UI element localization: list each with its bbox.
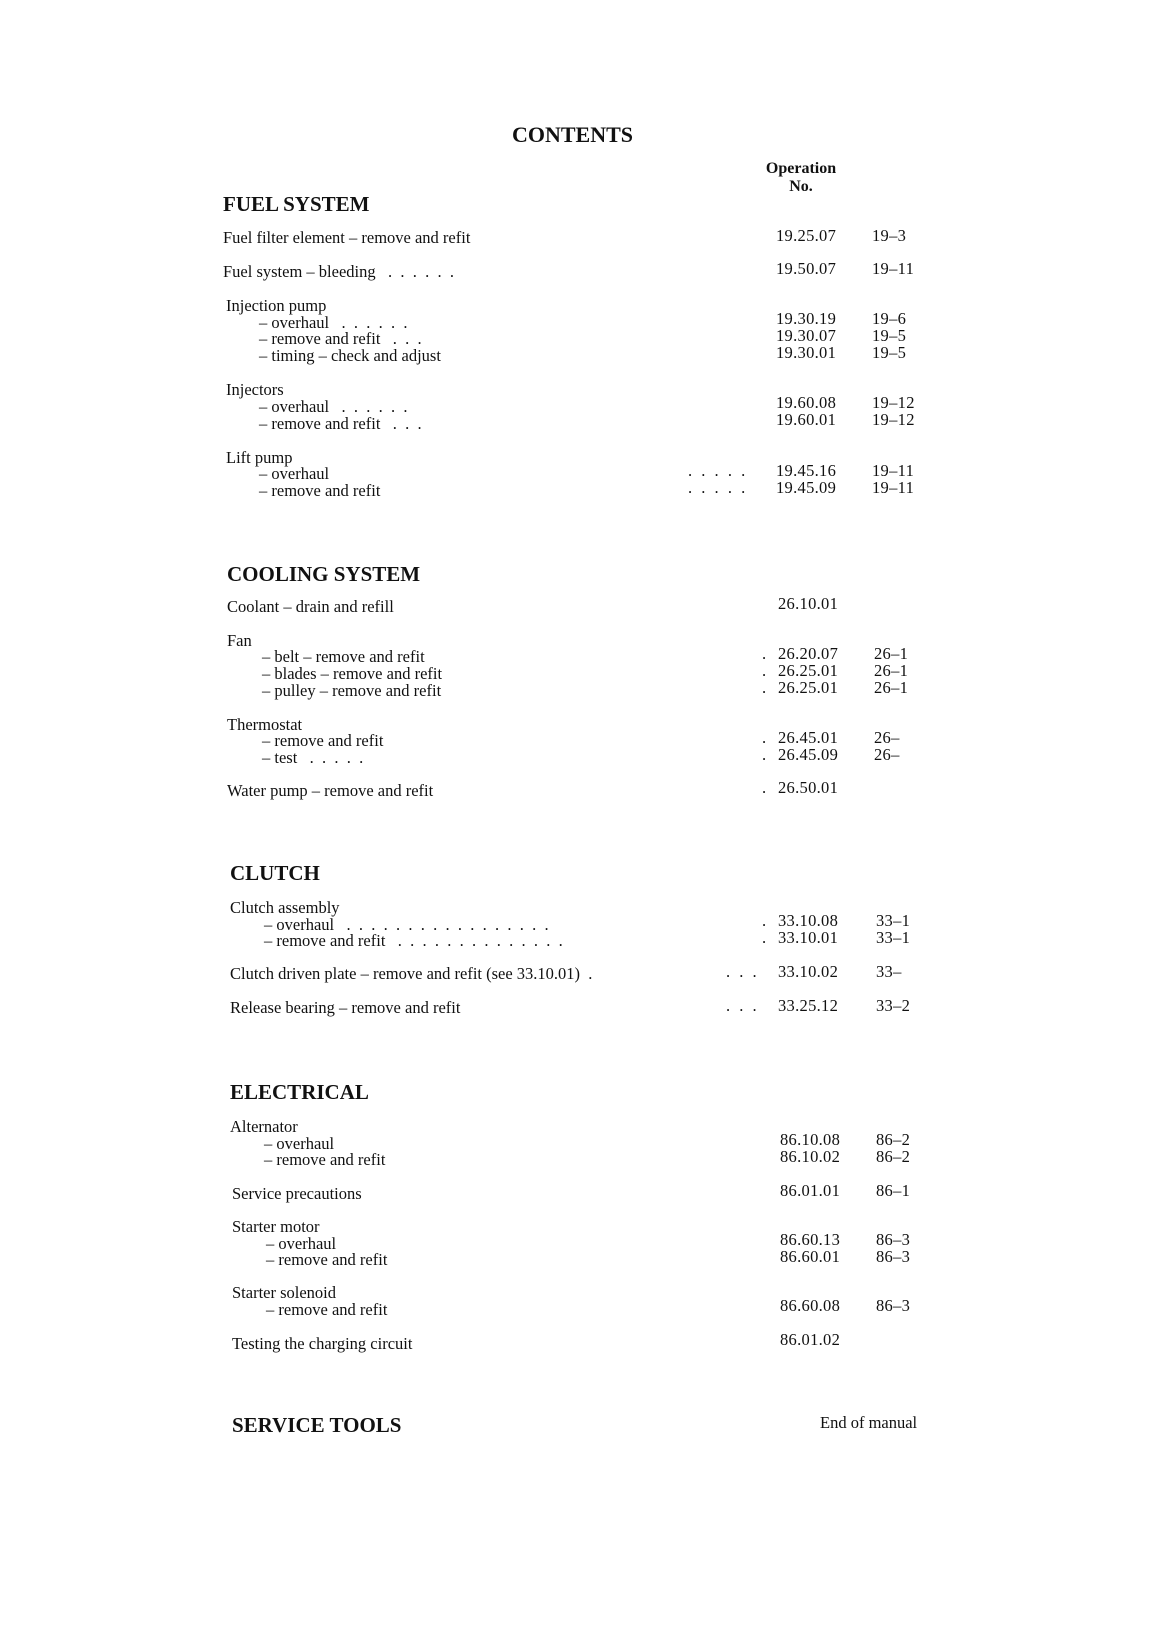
- entry-label: – timing – check and adjust: [259, 346, 441, 365]
- page-reference: 19–12: [872, 410, 915, 429]
- page-reference: 19–6: [872, 309, 907, 328]
- page-reference: 33–2: [876, 996, 911, 1015]
- entry-label: Fuel filter element – remove and refit: [223, 228, 471, 247]
- page-reference: 86–2: [876, 1130, 911, 1149]
- section-heading-electrical: ELECTRICAL: [230, 1080, 369, 1104]
- entry-label: Coolant – drain and refill: [227, 597, 394, 616]
- operation-number: 26.25.01: [778, 661, 839, 680]
- group-label: Thermostat: [227, 715, 303, 734]
- entry-label: – overhaul: [264, 1134, 335, 1153]
- operation-number: 19.25.07: [776, 226, 837, 245]
- page-reference: 86–3: [876, 1230, 911, 1249]
- operation-number: 19.60.08: [776, 393, 837, 412]
- operation-number: 33.25.12: [778, 996, 839, 1015]
- operation-number: 19.30.07: [776, 326, 837, 345]
- dot-leader: . . .: [726, 996, 757, 1015]
- dot-leader: . . . . .: [688, 461, 746, 480]
- operation-number: 26.25.01: [778, 678, 839, 697]
- section-heading-cooling-system: COOLING SYSTEM: [227, 562, 421, 586]
- entry-label: Testing the charging circuit: [232, 1334, 413, 1353]
- operation-number: 26.50.01: [778, 778, 839, 797]
- entry-label: – overhaul: [266, 1234, 337, 1253]
- group-label: Lift pump: [226, 448, 293, 467]
- page-reference: 33–: [876, 962, 902, 981]
- entry-label: – belt – remove and refit: [262, 647, 425, 666]
- dot-leader: .: [762, 778, 767, 797]
- page-reference: 19–5: [872, 343, 907, 362]
- entry-label: Fuel system – bleeding . . . . . .: [223, 262, 454, 281]
- entry-label: Water pump – remove and refit: [227, 781, 434, 800]
- section-heading-clutch: CLUTCH: [230, 861, 320, 885]
- page-reference: 19–12: [872, 393, 915, 412]
- dot-leader: .: [762, 678, 767, 697]
- page-reference: 26–1: [874, 661, 909, 680]
- dot-leader: . . . . .: [688, 478, 746, 497]
- entry-label: – remove and refit: [262, 731, 384, 750]
- page-title: CONTENTS: [512, 122, 634, 147]
- entry-label: – remove and refit: [266, 1300, 388, 1319]
- page-reference: 26–1: [874, 644, 909, 663]
- operation-number: 26.45.01: [778, 728, 839, 747]
- page-reference: 26–1: [874, 678, 909, 697]
- entry-label: – overhaul . . . . . .: [259, 397, 408, 416]
- page-reference: 19–11: [872, 478, 915, 497]
- section-heading-fuel-system: FUEL SYSTEM: [223, 192, 370, 216]
- entry-label: – blades – remove and refit: [262, 664, 443, 683]
- group-label: Starter solenoid: [232, 1283, 337, 1302]
- operation-number: 19.30.01: [776, 343, 837, 362]
- entry-label: – remove and refit: [266, 1250, 388, 1269]
- entry-label: – overhaul: [259, 464, 330, 483]
- operation-number: 86.60.01: [780, 1247, 841, 1266]
- section-heading-service-tools: SERVICE TOOLS: [232, 1413, 402, 1437]
- operation-number: 86.01.02: [780, 1330, 841, 1349]
- dot-leader: .: [762, 661, 767, 680]
- operation-number: 19.50.07: [776, 259, 837, 278]
- entry-label: – remove and refit: [259, 481, 381, 500]
- end-of-manual-note: End of manual: [820, 1413, 918, 1432]
- page-reference: 86–3: [876, 1296, 911, 1315]
- page-reference: 86–2: [876, 1147, 911, 1166]
- entry-label: Release bearing – remove and refit: [230, 998, 461, 1017]
- group-label: Injectors: [226, 380, 284, 399]
- entry-label: – overhaul . . . . . .: [259, 313, 408, 332]
- dot-leader: .: [762, 745, 767, 764]
- operation-number: 86.60.08: [780, 1296, 841, 1315]
- group-label: Clutch assembly: [230, 898, 340, 917]
- entry-label: Clutch driven plate – remove and refit (see 33.10.01) .: [230, 964, 593, 983]
- page-reference: 33–1: [876, 928, 911, 947]
- page-reference: 86–3: [876, 1247, 911, 1266]
- dot-leader: .: [762, 644, 767, 663]
- entry-label: – remove and refit: [264, 1150, 386, 1169]
- group-label: Starter motor: [232, 1217, 320, 1236]
- entry-label: – pulley – remove and refit: [262, 681, 442, 700]
- page-reference: 26–: [874, 728, 900, 747]
- operation-number: 19.45.16: [776, 461, 837, 480]
- operation-number: 86.10.02: [780, 1147, 841, 1166]
- page-reference: 19–11: [872, 259, 915, 278]
- operation-number: 26.10.01: [778, 594, 839, 613]
- page-reference: 19–3: [872, 226, 907, 245]
- entry-label: – remove and refit . . . . . . . . . . . . . .: [264, 931, 563, 950]
- operation-number: 19.30.19: [776, 309, 837, 328]
- operation-number: 33.10.02: [778, 962, 839, 981]
- dot-leader: .: [762, 928, 767, 947]
- group-label: Alternator: [230, 1117, 298, 1136]
- operation-number: 86.60.13: [780, 1230, 841, 1249]
- dot-leader: .: [762, 911, 767, 930]
- entry-label: – remove and refit . . .: [259, 414, 422, 433]
- group-label: Fan: [227, 631, 252, 650]
- operation-number: 19.45.09: [776, 478, 837, 497]
- page-reference: 19–11: [872, 461, 915, 480]
- operation-number: 33.10.01: [778, 928, 839, 947]
- operation-number: 26.45.09: [778, 745, 839, 764]
- operation-number-header: Operation No.: [765, 160, 837, 195]
- page-reference: 26–: [874, 745, 900, 764]
- page-reference: 86–1: [876, 1181, 911, 1200]
- dot-leader: . . .: [726, 962, 757, 981]
- group-label: Injection pump: [226, 296, 327, 315]
- operation-number: 86.10.08: [780, 1130, 841, 1149]
- operation-number: 86.01.01: [780, 1181, 841, 1200]
- operation-number: 26.20.07: [778, 644, 839, 663]
- page-reference: 19–5: [872, 326, 907, 345]
- operation-number: 33.10.08: [778, 911, 839, 930]
- operation-number: 19.60.01: [776, 410, 837, 429]
- page-reference: 33–1: [876, 911, 911, 930]
- entry-label: – remove and refit . . .: [259, 329, 422, 348]
- entry-label: – test . . . . .: [262, 748, 364, 767]
- dot-leader: .: [762, 728, 767, 747]
- entry-label: Service precautions: [232, 1184, 362, 1203]
- entry-label: – overhaul . . . . . . . . . . . . . . . . .: [264, 915, 549, 934]
